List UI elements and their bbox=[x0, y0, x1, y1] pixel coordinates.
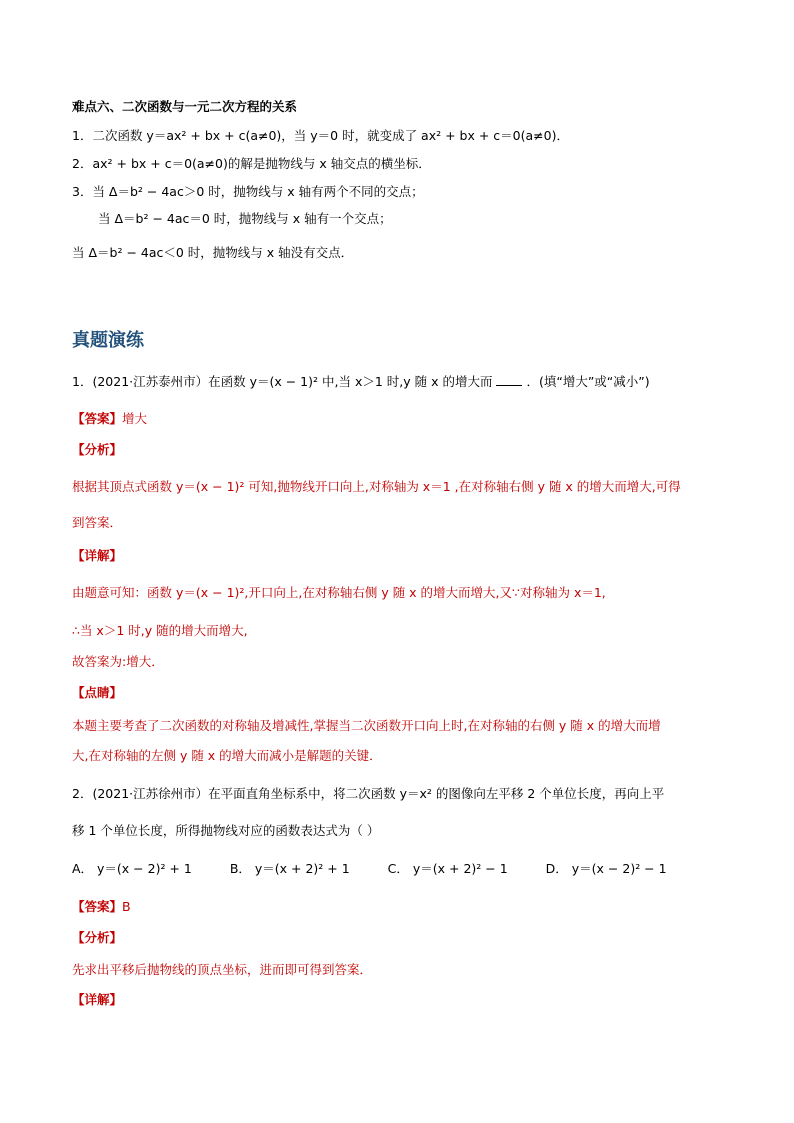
q1-answer-value: 增大 bbox=[122, 411, 148, 426]
part6-item-1: 1．二次函数 y＝ax² + bx + c(a≠0)，当 y＝0 时，就变成了 ax² + bx + c＝0(a≠0)． bbox=[72, 128, 569, 143]
q2-option-b: B． y＝(x + 2)² + 1 bbox=[229, 861, 350, 876]
q2-stem-line-1: 2．(2021·江苏徐州市）在平面直角坐标系中，将二次函数 y＝x² 的图像向左平移 2 个单位长度，再向上平 bbox=[72, 786, 665, 801]
q2-answer-tag: 【答案】 bbox=[72, 899, 123, 914]
q2-options bbox=[72, 860, 734, 878]
q1-point-line-1: 本题主要考查了二次函数的对称轴及增减性,掌握当二次函数开口向上时,在对称轴的右侧 y 随 x 的增大而增 bbox=[72, 718, 661, 733]
q1-answer bbox=[72, 410, 734, 428]
q1-stem-post: ．(填“增大”或“减小”) bbox=[526, 374, 650, 389]
q1-analysis-line-1: 根据其顶点式函数 y＝(x − 1)² 可知,抛物线开口向上,对称轴为 x＝1 ,在对称轴右侧 y 随 x 的增大而增大,可得 bbox=[72, 479, 681, 494]
q2-option-a: A． y＝(x − 2)² + 1 bbox=[72, 861, 192, 876]
part6-item-3c: 当 Δ＝b² − 4ac＜0 时，抛物线与 x 轴没有交点． bbox=[72, 245, 354, 260]
q2-answer-value: B bbox=[122, 899, 131, 914]
q1-point-line-2: 大,在对称轴的左侧 y 随 x 的增大而减小是解题的关键． bbox=[72, 748, 382, 763]
q2-analysis-tag: 【分析】 bbox=[72, 930, 123, 945]
part6-item-2: 2．ax² + bx + c＝0(a≠0)的解是抛物线与 x 轴交点的横坐标． bbox=[72, 156, 431, 171]
q1-answer-blank bbox=[496, 373, 522, 386]
q2-answer bbox=[72, 898, 734, 916]
q2-stem-line-2: 移 1 个单位长度，所得抛物线对应的函数表达式为（ ） bbox=[72, 823, 380, 838]
q1-stem bbox=[72, 373, 734, 391]
q2-detail-tag: 【详解】 bbox=[72, 992, 123, 1007]
q1-detail-line-1: 由题意可知：函数 y＝(x − 1)²,开口向上,在对称轴右侧 y 随 x 的增大而增大,又∵对称轴为 x＝1, bbox=[72, 585, 606, 600]
q1-detail-tag: 【详解】 bbox=[72, 548, 123, 563]
part6-item-3: 3．当 Δ＝b² − 4ac＞0 时，抛物线与 x 轴有两个不同的交点； bbox=[72, 184, 424, 199]
q1-answer-tag: 【答案】 bbox=[72, 411, 123, 426]
q1-stem-pre: 1．(2021·江苏泰州市）在函数 y＝(x − 1)² 中,当 x＞1 时,y 随 x 的增大而 bbox=[72, 374, 493, 389]
q2-option-c: C． y＝(x + 2)² − 1 bbox=[387, 861, 508, 876]
section-title: 真题演练 bbox=[72, 330, 144, 351]
q1-analysis-tag: 【分析】 bbox=[72, 442, 123, 457]
q1-analysis-line-2: 到答案． bbox=[72, 515, 123, 530]
q2-analysis-line-1: 先求出平移后抛物线的顶点坐标，进而即可得到答案． bbox=[72, 962, 373, 977]
part6-item-3b: 当 Δ＝b² − 4ac＝0 时，抛物线与 x 轴有一个交点； bbox=[98, 211, 392, 226]
part6-heading: 难点六、二次函数与一元二次方程的关系 bbox=[72, 99, 298, 114]
q1-point-tag: 【点睛】 bbox=[72, 685, 123, 700]
q1-detail-line-2: ∴当 x＞1 时,y 随的增大而增大, bbox=[72, 623, 248, 638]
q1-detail-line-3: 故答案为:增大． bbox=[72, 654, 164, 669]
q2-option-d: D． y＝(x − 2)² − 1 bbox=[545, 861, 667, 876]
